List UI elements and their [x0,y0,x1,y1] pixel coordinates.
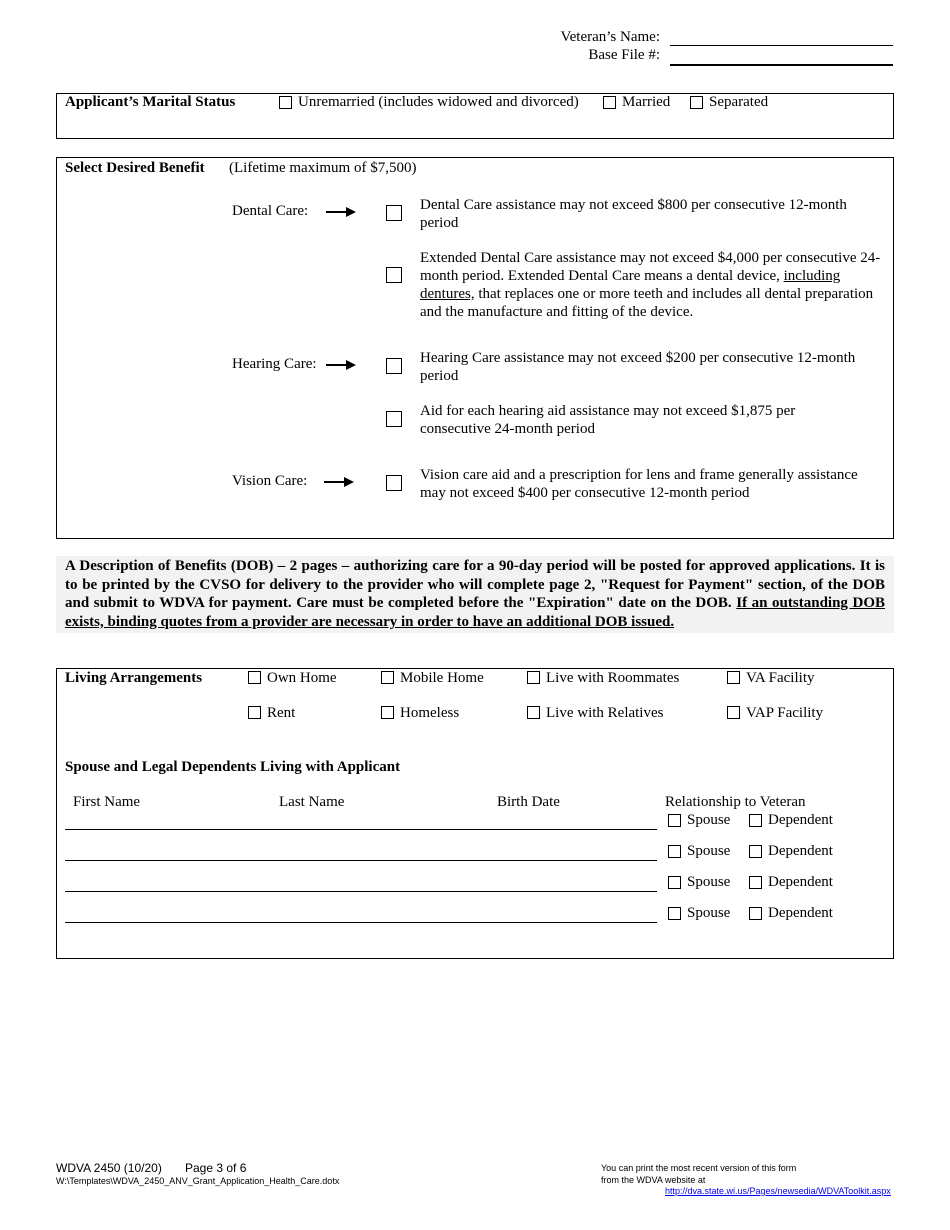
extended-dental-text-b: that replaces one or more teeth and includes all dental preparation and the manufacture and fitting of the device. [420,286,874,320]
separated-label: Separated [709,94,769,110]
va-facility-checkbox[interactable] [727,671,740,684]
dependent-row-line[interactable] [65,829,657,830]
extended-dental-description [420,249,885,321]
dependent-row-line[interactable] [65,891,657,892]
hearing-care-label: Hearing Care: [232,356,317,372]
separated-checkbox[interactable] [690,96,703,109]
relationship-header: Relationship to Veteran [665,794,806,810]
hearing-care-checkbox[interactable] [386,358,402,374]
base-file-field[interactable] [670,64,893,66]
marital-status-title: Applicant’s Marital Status [65,94,236,110]
mobile-home-label: Mobile Home [400,670,484,686]
va-facility-label: VA Facility [746,670,815,686]
dental-care-checkbox[interactable] [386,205,402,221]
dental-care-label: Dental Care: [232,203,309,219]
homeless-checkbox[interactable] [381,706,394,719]
live-roommates-label: Live with Roommates [546,670,680,686]
dependent-label: Dependent [768,812,833,828]
extended-dental-text-underlined: including dentures, [420,268,841,302]
married-checkbox[interactable] [603,96,616,109]
mobile-home-checkbox[interactable] [381,671,394,684]
dependent-checkbox[interactable] [749,845,762,858]
dependent-label: Dependent [768,874,833,890]
living-arrangements-title: Living Arrangements [65,670,203,686]
vision-arrow-icon [324,476,354,488]
dob-notice-text: A Description of Benefits (DOB) – 2 pages – authorizing care for a 90-day period will be posted for approved applications. It is to be printed by the CVSO for delivery to the provider who will complete page 2, "Request for Payment" section, of the DOB and submit to WDVA for payment. Care must be completed before the "Expiration" date on the DOB. [65,558,885,611]
print-note-line-1: You can print the most recent version of this form [601,1163,797,1173]
dependent-label: Dependent [768,905,833,921]
spouse-checkbox[interactable] [668,845,681,858]
print-note-line-2: from the WDVA website at [601,1175,706,1185]
wdva-toolkit-link[interactable]: http://dva.state.wi.us/Pages/newsedia/WDVAToolkit.aspx [665,1186,891,1196]
extended-dental-text-a: Extended Dental Care assistance may not exceed $4,000 per consecutive 24-month period. Extended Dental Care means a dental device, [420,250,881,284]
dependent-row-line[interactable] [65,860,657,861]
married-label: Married [622,94,671,110]
benefit-max-note: (Lifetime maximum of $7,500) [229,160,417,176]
hearing-aid-description: Aid for each hearing aid assistance may not exceed $1,875 per consecutive 24-month period [420,403,796,437]
last-name-header: Last Name [279,794,345,810]
dental-care-description: Dental Care assistance may not exceed $800 per consecutive 12-month period [420,197,847,231]
spouse-label: Spouse [687,905,731,921]
vap-facility-label: VAP Facility [746,705,824,721]
dependent-checkbox[interactable] [749,876,762,889]
dependent-label: Dependent [768,843,833,859]
veteran-name-label: Veteran’s Name: [560,29,660,45]
birth-date-header: Birth Date [497,794,560,810]
dob-notice [56,556,894,633]
spouse-checkbox[interactable] [668,876,681,889]
spouse-checkbox[interactable] [668,907,681,920]
hearing-care-description: Hearing Care assistance may not exceed $200 per consecutive 12-month period [420,350,856,384]
form-id: WDVA 2450 (10/20) [56,1161,162,1175]
live-roommates-checkbox[interactable] [527,671,540,684]
page-number: Page 3 of 6 [185,1161,247,1175]
own-home-label: Own Home [267,670,337,686]
dependents-title: Spouse and Legal Dependents Living with Applicant [65,759,401,775]
hearing-aid-checkbox[interactable] [386,411,402,427]
dependent-row-line[interactable] [65,922,657,923]
spouse-label: Spouse [687,874,731,890]
benefit-title: Select Desired Benefit [65,160,205,176]
vision-care-description: Vision care aid and a prescription for lens and frame generally assistance may not exceed $400 per consecutive 12-month period [420,467,858,501]
hearing-arrow-icon [326,359,356,371]
dependent-checkbox[interactable] [749,907,762,920]
dob-notice-underlined: If an outstanding DOB exists, binding quotes from a provider are necessary in order to have an additional DOB issued. [65,595,885,630]
live-relatives-label: Live with Relatives [546,705,664,721]
unremarried-checkbox[interactable] [279,96,292,109]
unremarried-label: Unremarried (includes widowed and divorced) [298,94,579,110]
dependent-checkbox[interactable] [749,814,762,827]
rent-checkbox[interactable] [248,706,261,719]
dental-arrow-icon [326,206,356,218]
base-file-label: Base File #: [588,47,660,63]
vision-care-label: Vision Care: [232,473,308,489]
veteran-name-field[interactable] [670,45,893,46]
rent-label: Rent [267,705,296,721]
spouse-checkbox[interactable] [668,814,681,827]
template-path: W:\Templates\WDVA_2450_ANV_Grant_Application_Health_Care.dotx [56,1176,340,1186]
spouse-label: Spouse [687,812,731,828]
extended-dental-checkbox[interactable] [386,267,402,283]
vap-facility-checkbox[interactable] [727,706,740,719]
own-home-checkbox[interactable] [248,671,261,684]
vision-care-checkbox[interactable] [386,475,402,491]
first-name-header: First Name [73,794,141,810]
spouse-label: Spouse [687,843,731,859]
homeless-label: Homeless [400,705,460,721]
live-relatives-checkbox[interactable] [527,706,540,719]
